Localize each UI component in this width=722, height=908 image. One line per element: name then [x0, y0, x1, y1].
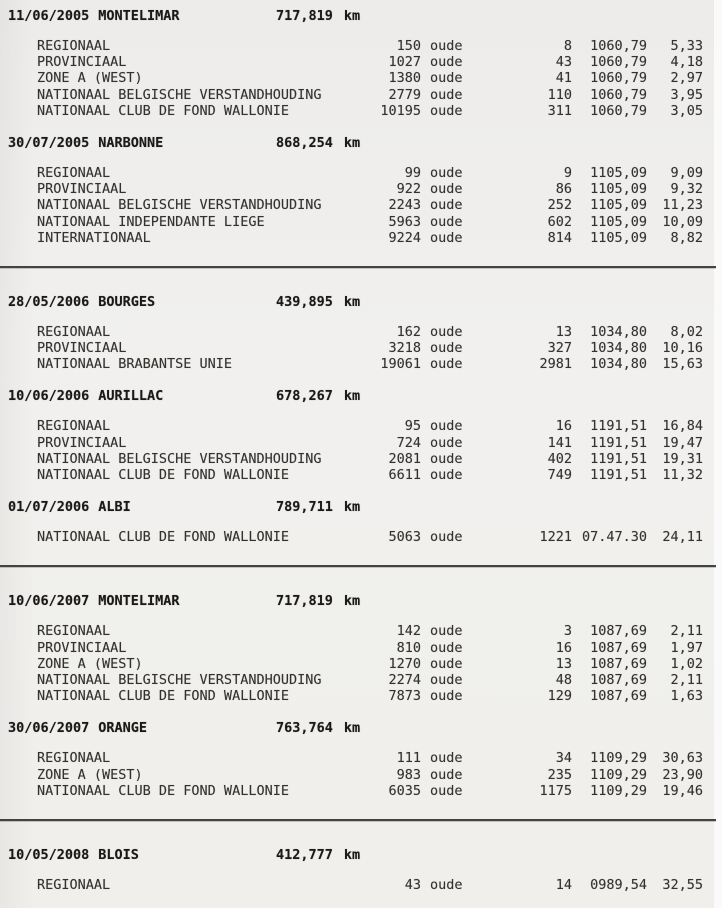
speed-or-time-value: 1105,09 — [590, 229, 647, 246]
coefficient-value: 1,63 — [670, 688, 703, 705]
age-category-label: oude — [430, 782, 463, 799]
speed-or-time-value: 1060,79 — [590, 54, 647, 71]
prize-position: 16 — [555, 418, 572, 435]
prize-position: 3 — [563, 623, 572, 640]
competition-label: REGIONAAL — [37, 623, 111, 640]
section-divider — [0, 819, 716, 821]
competition-label: PROVINCIAAL — [37, 181, 127, 198]
result-rows — [8, 165, 722, 246]
race-header — [8, 499, 722, 515]
result-rows — [8, 38, 722, 119]
result-row — [37, 623, 722, 639]
coefficient-value: 4,18 — [670, 54, 703, 71]
competition-label: INTERNATIONAAL — [37, 229, 151, 246]
race-block — [8, 720, 722, 799]
competition-label: PROVINCIAAL — [37, 340, 127, 357]
result-row — [37, 783, 722, 799]
speed-or-time-value: 1087,69 — [590, 639, 647, 656]
competition-label: REGIONAAL — [37, 876, 111, 893]
birds-entered-count: 7873 — [388, 688, 421, 705]
prize-position: 141 — [547, 434, 572, 451]
coefficient-value: 23,90 — [662, 766, 703, 783]
distance-unit: km — [343, 388, 361, 405]
result-row — [37, 418, 722, 434]
prize-position: 9 — [563, 164, 572, 181]
age-category-label: oude — [430, 164, 463, 181]
competition-label: REGIONAAL — [37, 38, 111, 54]
competition-label: ZONE A (WEST) — [37, 70, 143, 87]
age-category-label: oude — [430, 86, 463, 103]
birds-entered-count: 983 — [396, 766, 421, 783]
result-row — [37, 54, 722, 70]
competition-label: NATIONAAL BRABANTSE UNIE — [37, 356, 233, 373]
age-category-label: oude — [430, 229, 463, 246]
birds-entered-count: 150 — [396, 38, 421, 54]
race-place: ALBI — [98, 499, 131, 516]
race-block — [8, 135, 722, 246]
birds-entered-count: 162 — [396, 323, 421, 340]
birds-entered-count: 9224 — [388, 229, 421, 246]
race-place: BOURGES — [98, 293, 156, 310]
result-rows — [8, 750, 722, 799]
age-category-label: oude — [430, 623, 463, 640]
race-header-left — [8, 388, 276, 404]
birds-entered-count: 43 — [404, 876, 421, 893]
age-category-label: oude — [430, 876, 463, 893]
age-category-label: oude — [430, 655, 463, 672]
age-category-label: oude — [430, 70, 463, 87]
race-header-distance — [276, 8, 360, 24]
birds-entered-count: 724 — [396, 434, 421, 451]
race-header-left — [8, 294, 276, 310]
coefficient-value: 11,32 — [662, 467, 703, 483]
speed-or-time-value: 1034,80 — [590, 356, 647, 373]
prize-position: 402 — [547, 450, 572, 467]
prize-position: 86 — [555, 181, 572, 198]
birds-entered-count: 95 — [404, 418, 421, 435]
race-header-distance — [276, 388, 360, 404]
result-row — [37, 340, 722, 356]
coefficient-value: 2,11 — [670, 671, 703, 688]
result-row — [37, 197, 722, 213]
coefficient-value: 10,16 — [662, 340, 703, 357]
race-header-left — [8, 8, 276, 24]
age-category-label: oude — [430, 529, 463, 546]
competition-label: NATIONAAL CLUB DE FOND WALLONIE — [37, 688, 289, 705]
age-category-label: oude — [430, 54, 463, 71]
result-row — [37, 688, 722, 704]
result-row — [37, 529, 722, 545]
race-block — [8, 847, 722, 893]
birds-entered-count: 1270 — [388, 655, 421, 672]
prize-position: 41 — [555, 70, 572, 87]
result-row — [37, 435, 722, 451]
race-distance: 439,895 — [276, 293, 333, 310]
result-row — [37, 640, 722, 656]
age-category-label: oude — [430, 639, 463, 656]
race-header-distance — [276, 847, 360, 863]
race-date: 01/07/2006 — [8, 499, 90, 516]
race-date: 10/06/2007 — [8, 593, 90, 610]
birds-entered-count: 1027 — [388, 54, 421, 71]
result-row — [37, 230, 722, 246]
speed-or-time-value: 1105,09 — [590, 197, 647, 214]
coefficient-value: 1,97 — [670, 639, 703, 656]
competition-label: NATIONAAL BELGISCHE VERSTANDHOUDING — [37, 197, 322, 214]
result-row — [37, 87, 722, 103]
speed-or-time-value: 1060,79 — [590, 102, 647, 119]
age-category-label: oude — [430, 323, 463, 340]
competition-label: NATIONAAL BELGISCHE VERSTANDHOUDING — [37, 671, 322, 688]
speed-or-time-value: 07.47.30 — [581, 529, 647, 546]
result-row — [37, 103, 722, 119]
age-category-label: oude — [430, 213, 463, 230]
birds-entered-count: 2081 — [388, 450, 421, 467]
race-header-left — [8, 720, 276, 736]
competition-label: REGIONAAL — [37, 418, 111, 435]
distance-unit: km — [343, 720, 361, 737]
birds-entered-count: 810 — [396, 639, 421, 656]
competition-label: PROVINCIAAL — [37, 434, 127, 451]
birds-entered-count: 6035 — [388, 782, 421, 799]
competition-label: ZONE A (WEST) — [37, 766, 143, 783]
race-place: AURILLAC — [98, 388, 164, 405]
prize-position: 814 — [547, 229, 572, 246]
result-row — [37, 767, 722, 783]
speed-or-time-value: 1105,09 — [590, 164, 647, 181]
race-header-left — [8, 847, 276, 863]
speed-or-time-value: 1191,51 — [590, 450, 647, 467]
race-header-distance — [276, 135, 360, 151]
race-header-left — [8, 135, 276, 151]
race-date: 28/05/2006 — [8, 293, 90, 310]
speed-or-time-value: 1105,09 — [590, 213, 647, 230]
prize-position: 16 — [555, 639, 572, 656]
coefficient-value: 3,05 — [670, 102, 703, 119]
result-row — [37, 214, 722, 230]
distance-unit: km — [343, 8, 361, 24]
race-block — [8, 294, 722, 373]
prize-position: 129 — [547, 688, 572, 705]
competition-label: NATIONAAL INDEPENDANTE LIEGE — [37, 213, 265, 230]
prize-position: 43 — [555, 54, 572, 71]
prize-position: 311 — [547, 102, 572, 119]
race-place: NARBONNE — [98, 134, 164, 151]
result-row — [37, 656, 722, 672]
age-category-label: oude — [430, 418, 463, 435]
race-header — [8, 135, 722, 151]
race-distance: 763,764 — [276, 720, 333, 737]
race-header — [8, 720, 722, 736]
age-category-label: oude — [430, 102, 463, 119]
birds-entered-count: 1380 — [388, 70, 421, 87]
result-row — [37, 70, 722, 86]
race-header — [8, 294, 722, 310]
prize-position: 34 — [555, 750, 572, 767]
prize-position: 13 — [555, 655, 572, 672]
race-results-list — [8, 8, 722, 893]
speed-or-time-value: 1060,79 — [590, 70, 647, 87]
race-place: ORANGE — [98, 720, 148, 737]
competition-label: NATIONAAL CLUB DE FOND WALLONIE — [37, 102, 289, 119]
speed-or-time-value: 1060,79 — [590, 38, 647, 54]
prize-position: 602 — [547, 213, 572, 230]
prize-position: 110 — [547, 86, 572, 103]
distance-unit: km — [343, 134, 361, 151]
section-divider — [0, 565, 716, 567]
race-block — [8, 8, 722, 119]
speed-or-time-value: 1034,80 — [590, 340, 647, 357]
result-row — [37, 181, 722, 197]
birds-entered-count: 99 — [404, 164, 421, 181]
race-distance: 717,819 — [276, 8, 333, 24]
coefficient-value: 10,09 — [662, 213, 703, 230]
race-place: MONTELIMAR — [98, 8, 180, 24]
result-row — [37, 165, 722, 181]
result-rows — [8, 623, 722, 704]
birds-entered-count: 922 — [396, 181, 421, 198]
coefficient-value: 24,11 — [662, 529, 703, 546]
result-row — [37, 672, 722, 688]
distance-unit: km — [343, 293, 361, 310]
prize-position: 327 — [547, 340, 572, 357]
result-rows — [8, 877, 722, 893]
birds-entered-count: 2779 — [388, 86, 421, 103]
coefficient-value: 19,47 — [662, 434, 703, 451]
coefficient-value: 3,95 — [670, 86, 703, 103]
race-header — [8, 593, 722, 609]
coefficient-value: 2,11 — [670, 623, 703, 640]
age-category-label: oude — [430, 467, 463, 483]
competition-label: ZONE A (WEST) — [37, 655, 143, 672]
result-row — [37, 38, 722, 54]
speed-or-time-value: 1109,29 — [590, 750, 647, 767]
result-row — [37, 467, 722, 483]
birds-entered-count: 2243 — [388, 197, 421, 214]
section-divider — [0, 266, 716, 268]
race-block — [8, 388, 722, 483]
competition-label: PROVINCIAAL — [37, 54, 127, 71]
prize-position: 2981 — [539, 356, 572, 373]
coefficient-value: 30,63 — [662, 750, 703, 767]
prize-position: 1221 — [539, 529, 572, 546]
prize-position: 8 — [563, 38, 572, 54]
coefficient-value: 19,31 — [662, 450, 703, 467]
result-row — [37, 324, 722, 340]
race-block — [8, 593, 722, 704]
result-rows — [8, 418, 722, 483]
birds-entered-count: 19061 — [380, 356, 421, 373]
prize-position: 13 — [555, 323, 572, 340]
result-row — [37, 750, 722, 766]
competition-label: NATIONAAL CLUB DE FOND WALLONIE — [37, 529, 289, 546]
race-block — [8, 499, 722, 545]
distance-unit: km — [343, 499, 361, 516]
birds-entered-count: 10195 — [380, 102, 421, 119]
age-category-label: oude — [430, 340, 463, 357]
race-place: MONTELIMAR — [98, 593, 180, 610]
race-distance: 717,819 — [276, 593, 333, 610]
age-category-label: oude — [430, 450, 463, 467]
competition-label: REGIONAAL — [37, 164, 111, 181]
age-category-label: oude — [430, 750, 463, 767]
competition-label: REGIONAAL — [37, 323, 111, 340]
coefficient-value: 16,84 — [662, 418, 703, 435]
race-header — [8, 847, 722, 863]
coefficient-value: 19,46 — [662, 782, 703, 799]
coefficient-value: 8,02 — [670, 323, 703, 340]
competition-label: NATIONAAL BELGISCHE VERSTANDHOUDING — [37, 450, 322, 467]
birds-entered-count: 5063 — [388, 529, 421, 546]
distance-unit: km — [343, 846, 361, 863]
age-category-label: oude — [430, 671, 463, 688]
race-header-distance — [276, 720, 360, 736]
age-category-label: oude — [430, 38, 463, 54]
birds-entered-count: 142 — [396, 623, 421, 640]
coefficient-value: 9,09 — [670, 164, 703, 181]
prize-position: 14 — [555, 876, 572, 893]
race-distance: 868,254 — [276, 134, 333, 151]
competition-label: NATIONAAL CLUB DE FOND WALLONIE — [37, 467, 289, 483]
speed-or-time-value: 1105,09 — [590, 181, 647, 198]
birds-entered-count: 2274 — [388, 671, 421, 688]
coefficient-value: 9,32 — [670, 181, 703, 198]
coefficient-value: 5,33 — [670, 38, 703, 54]
result-row — [37, 451, 722, 467]
speed-or-time-value: 1087,69 — [590, 688, 647, 705]
prize-position: 252 — [547, 197, 572, 214]
coefficient-value: 8,82 — [670, 229, 703, 246]
speed-or-time-value: 1191,51 — [590, 434, 647, 451]
race-distance: 789,711 — [276, 499, 333, 516]
speed-or-time-value: 1034,80 — [590, 323, 647, 340]
prize-position: 48 — [555, 671, 572, 688]
result-rows — [8, 529, 722, 545]
race-header-distance — [276, 294, 360, 310]
result-row — [37, 356, 722, 372]
age-category-label: oude — [430, 181, 463, 198]
age-category-label: oude — [430, 434, 463, 451]
race-header-distance — [276, 499, 360, 515]
competition-label: PROVINCIAAL — [37, 639, 127, 656]
speed-or-time-value: 1087,69 — [590, 655, 647, 672]
coefficient-value: 1,02 — [670, 655, 703, 672]
race-header-left — [8, 499, 276, 515]
competition-label: NATIONAAL CLUB DE FOND WALLONIE — [37, 782, 289, 799]
birds-entered-count: 3218 — [388, 340, 421, 357]
age-category-label: oude — [430, 356, 463, 373]
race-date: 30/06/2007 — [8, 720, 90, 737]
competition-label: NATIONAAL BELGISCHE VERSTANDHOUDING — [37, 86, 322, 103]
race-header — [8, 388, 722, 404]
race-date: 11/06/2005 — [8, 8, 90, 24]
competition-label: REGIONAAL — [37, 750, 111, 767]
prize-position: 235 — [547, 766, 572, 783]
race-header — [8, 8, 722, 24]
race-distance: 412,777 — [276, 846, 333, 863]
prize-position: 1175 — [539, 782, 572, 799]
speed-or-time-value: 1087,69 — [590, 623, 647, 640]
speed-or-time-value: 1087,69 — [590, 671, 647, 688]
birds-entered-count: 5963 — [388, 213, 421, 230]
distance-unit: km — [343, 593, 361, 610]
race-header-distance — [276, 593, 360, 609]
speed-or-time-value: 0989,54 — [590, 876, 647, 893]
age-category-label: oude — [430, 766, 463, 783]
coefficient-value: 11,23 — [662, 197, 703, 214]
coefficient-value: 2,97 — [670, 70, 703, 87]
age-category-label: oude — [430, 197, 463, 214]
race-date: 10/05/2008 — [8, 846, 90, 863]
race-header-left — [8, 593, 276, 609]
age-category-label: oude — [430, 688, 463, 705]
result-row — [37, 877, 722, 893]
speed-or-time-value: 1060,79 — [590, 86, 647, 103]
prize-position: 749 — [547, 467, 572, 483]
speed-or-time-value: 1191,51 — [590, 418, 647, 435]
birds-entered-count: 6611 — [388, 467, 421, 483]
birds-entered-count: 111 — [396, 750, 421, 767]
coefficient-value: 32,55 — [662, 876, 703, 893]
result-rows — [8, 324, 722, 373]
race-place: BLOIS — [98, 846, 139, 863]
race-distance: 678,267 — [276, 388, 333, 405]
speed-or-time-value: 1191,51 — [590, 467, 647, 483]
race-date: 10/06/2006 — [8, 388, 90, 405]
speed-or-time-value: 1109,29 — [590, 782, 647, 799]
coefficient-value: 15,63 — [662, 356, 703, 373]
race-date: 30/07/2005 — [8, 134, 90, 151]
speed-or-time-value: 1109,29 — [590, 766, 647, 783]
